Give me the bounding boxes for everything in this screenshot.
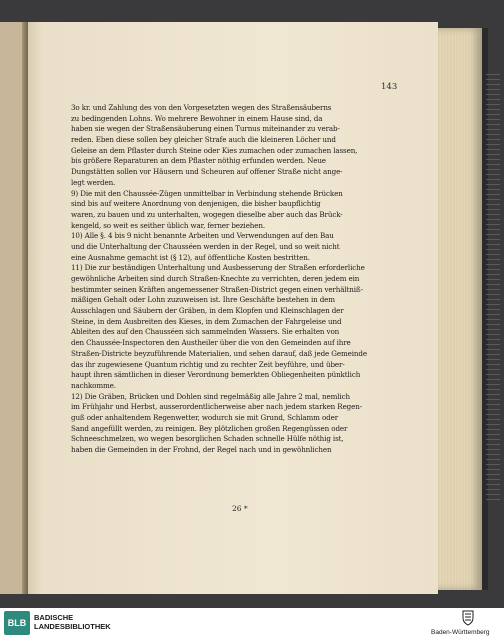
text-line: Steine, in dem Ausbreiten des Kieses, in dem Zumachen der Fahrgeleise und	[71, 316, 342, 326]
text-line: das ihr zugewiesene Quantum richtig und zu rechter Zeit beyführe, und über-	[71, 359, 345, 369]
page-number: 143	[381, 82, 398, 92]
text-line: Sand angefüllt werden, zu reinigen. Bey plötzlichen großen Regengüssen oder	[71, 423, 348, 433]
library-name-line2: LANDESBIBLIOTHEK	[34, 622, 111, 631]
text-line: Ausschlagen und Säubern der Gräben, in dem Klopfen und Kleinschlagen der	[71, 306, 344, 316]
scan-color-ruler	[486, 70, 500, 500]
text-line: Geleise an dem Pflaster durch Steine oder Kies zumachen oder zumachen lassen,	[71, 145, 358, 155]
text-line: reden. Eben diese sollen bey gleicher Strafe auch die kleineren Löcher und	[71, 135, 336, 145]
text-line: guß oder anhaltendem Regenwetter, wodurch sie mit Grund, Schlamm oder	[71, 412, 338, 422]
text-line: gewöhnliche Arbeiten sind durch Straßen-Knechte zu verrichten, deren jedem ein	[71, 274, 360, 283]
text-line: Straßen-Districte beyzuführende Materialien, und sehen darauf, daß jede Gemeinde	[71, 348, 367, 358]
text-line: bestimmter seinen Kräften angemessener Straßen-District gegen einen verhältniß-	[71, 284, 363, 294]
text-line: 12) Die Gräben, Brücken und Dohlen sind regelmäßig alle Jahre 2 mal, nemlich	[71, 391, 350, 401]
text-line: waren, zu bauen und zu unterhalten, wogegen dieselbe aber auch das Brück-	[71, 209, 343, 219]
state-label: Baden-Württemberg	[431, 629, 490, 636]
text-line: legt werden.	[71, 177, 116, 187]
blb-logo[interactable]: BLB	[4, 611, 30, 635]
ruler-tick	[486, 495, 500, 500]
text-line: kengeld, so weit es seither üblich war, ferner beziehen.	[71, 220, 266, 230]
text-line: 11) Die zur beständigen Unterhaltung und Ausbesserung der Straßen erforderliche	[71, 263, 365, 273]
text-line: 10) Alle §. 4 bis 9 nicht benannte Arbeiten und Verwendungen auf den Bau	[71, 231, 334, 241]
library-name-line1: BADISCHE	[34, 613, 74, 622]
printer-signature: 26 *	[232, 504, 248, 513]
text-line: haupt ihren sämtlichen in dieser Verordnung bemerkten Obliegenheiten pünktlich	[71, 370, 361, 380]
text-line: Dungstätten sollen vor Häusern und Scheuren auf offener Straße nicht ange-	[71, 167, 343, 177]
text-line: im Frühjahr und Herbst, ausserordentlicherweise aber nach jedem starken Regen-	[71, 402, 362, 412]
library-name[interactable]	[34, 613, 111, 631]
text-line: 9) Die mit den Chaussée-Zügen unmittelbar in Verbindung stehende Brücken	[71, 188, 343, 198]
text-line: mäßigen Gehalt oder Lohn zuzuweisen ist. Ihre Geschäfte bestehen in dem	[71, 295, 335, 305]
text-line: 3o kr. und Zahlung des von den Vorgesetzten wegen des Straßensäuberns	[71, 103, 332, 112]
text-line: haben die Gemeinden in der Frohnd, der Regel nach und in gewöhnlichen	[71, 445, 332, 454]
coat-of-arms-icon	[460, 609, 476, 626]
text-line: nachkomme.	[71, 380, 116, 390]
text-line: haben sie wegen der Straßensäuberung einen Turnus miteinander zu verab-	[71, 124, 340, 134]
text-line: Ableiten des auf den Chausséen sich sammelnden Wassers. Sie erhalten von	[71, 327, 340, 337]
page-text-block	[71, 103, 376, 456]
text-line: zu bedingenden Lohns. Wo mehrere Bewohner in einem Hause sind, da	[71, 113, 323, 123]
text-line: sind bis auf weitere Anordnung von denjenigen, die bisher baupflichtig	[71, 199, 321, 209]
text-line: und die Unterhaltung der Chausséen werden in der Regel, und so weit nicht	[71, 241, 340, 251]
text-line: bis größere Reparaturen an dem Pflaster nöthig erfunden werden. Neue	[71, 156, 326, 166]
text-line: eine Ausnahme gemacht ist (§ 12), auf öffentliche Kosten bestritten.	[71, 252, 310, 262]
text-line: Schneeschmelzen, wo wegen besorglichen Schaden schnelle Hülfe nöthig ist,	[71, 434, 344, 444]
text-line: den Chaussée-Inspectoren den Austheiler über die von den Gemeinden auf ihre	[71, 338, 351, 348]
